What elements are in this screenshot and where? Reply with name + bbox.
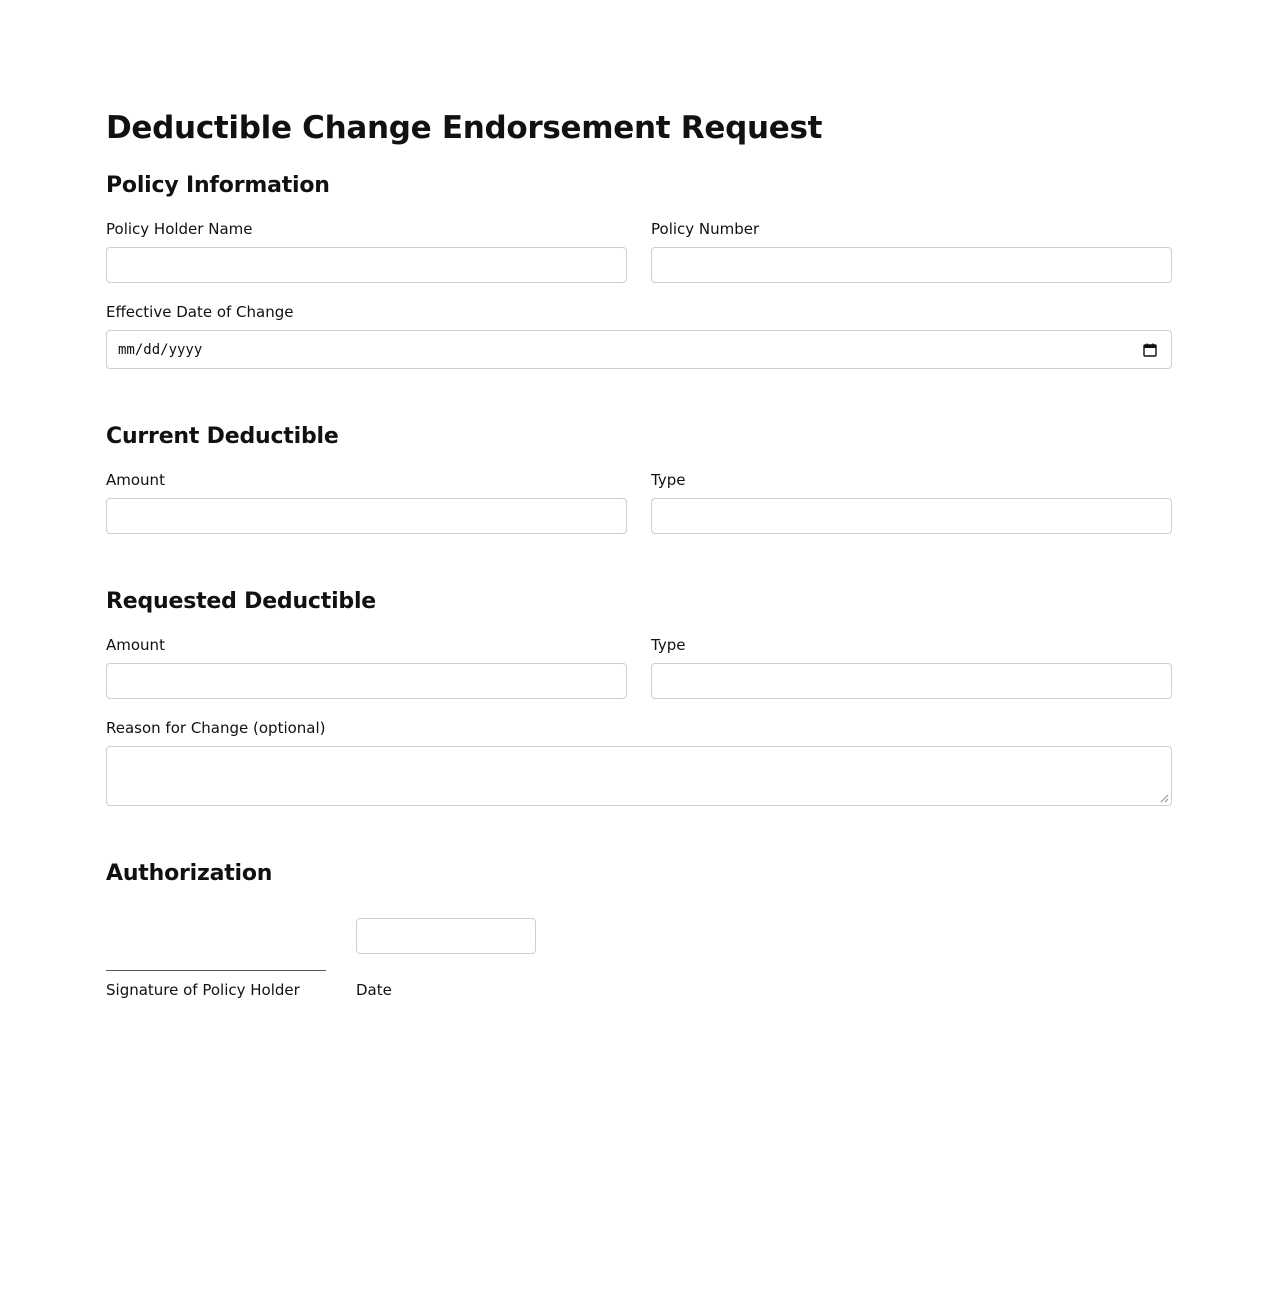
policy-holder-name-label: Policy Holder Name — [106, 220, 253, 238]
requested-deductible-heading: Requested Deductible — [106, 589, 377, 614]
authorization-date-label: Date — [356, 981, 392, 999]
policy-info-heading: Policy Information — [106, 173, 330, 198]
form-title: Deductible Change Endorsement Request — [106, 110, 823, 146]
calendar-icon[interactable] — [1143, 343, 1157, 357]
authorization-heading: Authorization — [106, 861, 273, 886]
requested-amount-label: Amount — [106, 636, 165, 654]
current-deductible-heading: Current Deductible — [106, 424, 339, 449]
resize-grip-icon[interactable] — [1160, 794, 1169, 803]
current-amount-input[interactable] — [106, 498, 627, 534]
requested-type-input[interactable] — [651, 663, 1172, 699]
signature-label: Signature of Policy Holder — [106, 981, 300, 999]
requested-type-label: Type — [651, 636, 686, 654]
effective-date-label: Effective Date of Change — [106, 303, 294, 321]
current-amount-label: Amount — [106, 471, 165, 489]
reason-label: Reason for Change (optional) — [106, 719, 326, 737]
reason-textarea[interactable] — [106, 746, 1172, 806]
requested-amount-input[interactable] — [106, 663, 627, 699]
current-type-input[interactable] — [651, 498, 1172, 534]
policy-number-input[interactable] — [651, 247, 1172, 283]
authorization-date-input[interactable] — [356, 918, 536, 954]
policy-holder-name-input[interactable] — [106, 247, 627, 283]
current-type-label: Type — [651, 471, 686, 489]
policy-number-label: Policy Number — [651, 220, 760, 238]
effective-date-input[interactable] — [106, 330, 1172, 369]
signature-line — [106, 970, 326, 971]
effective-date-placeholder: mm/dd/yyyy — [118, 342, 203, 358]
